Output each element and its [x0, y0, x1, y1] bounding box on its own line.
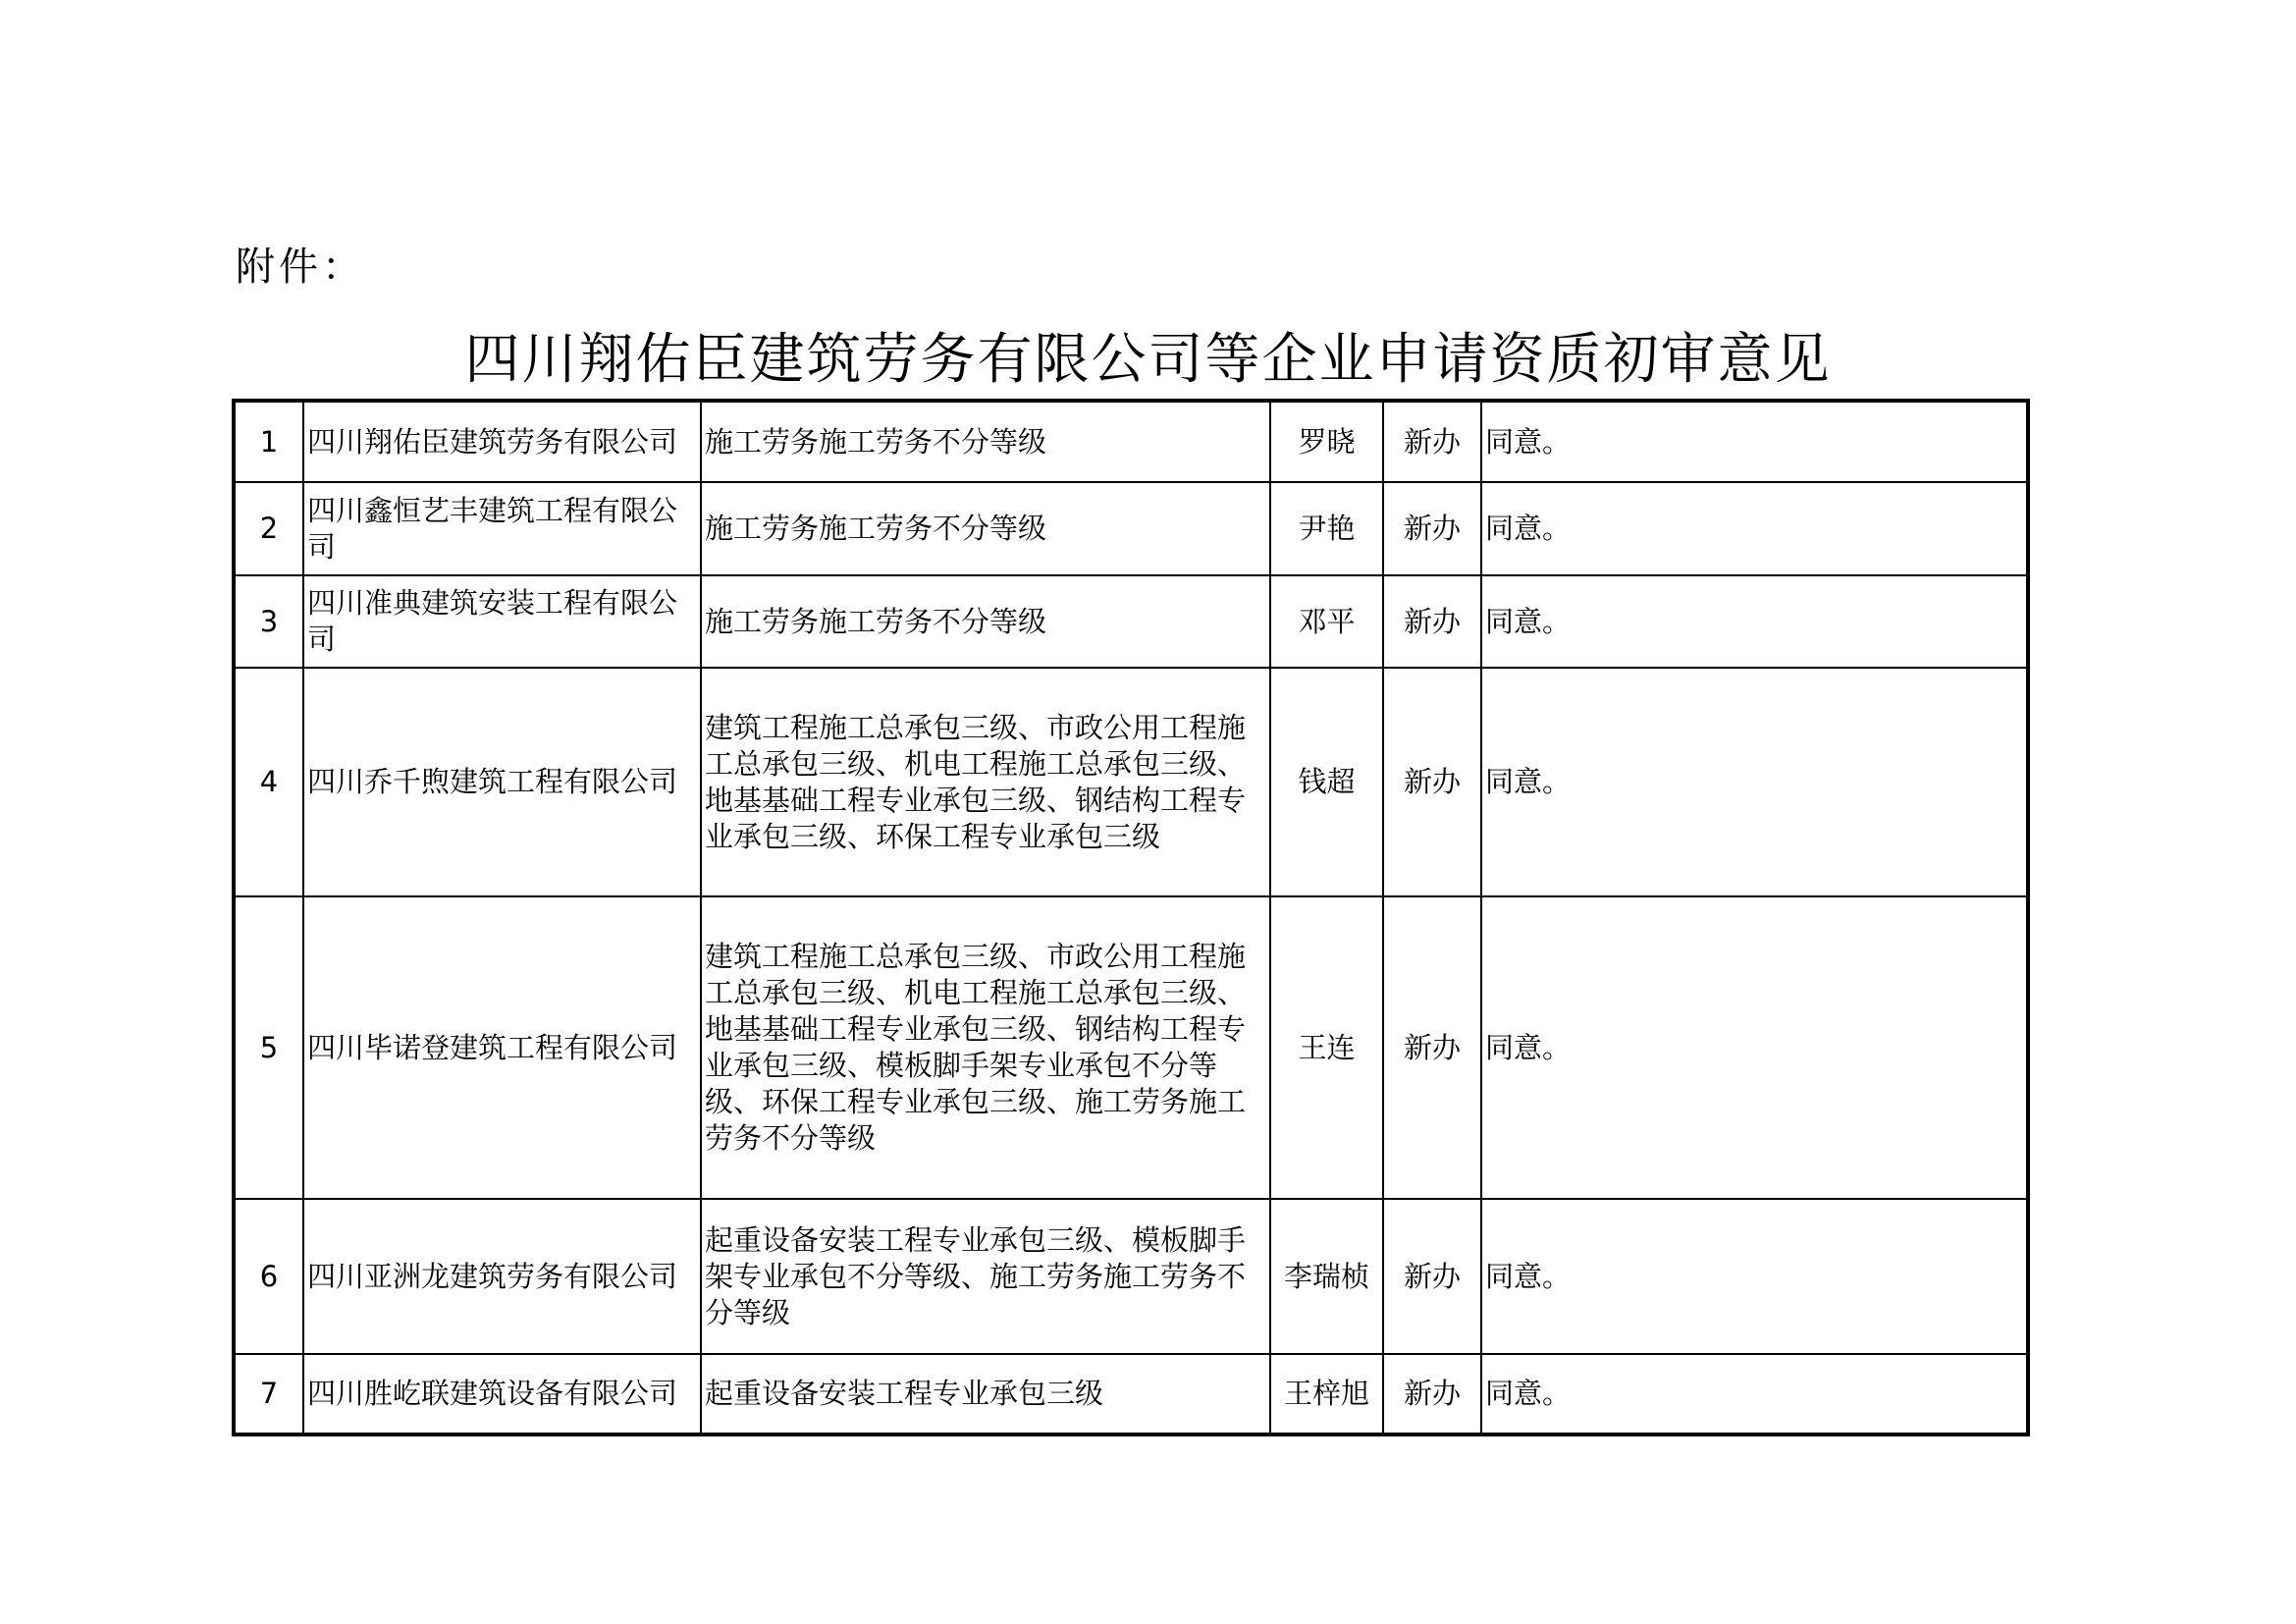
- company-name: 四川乔千煦建筑工程有限公司: [303, 668, 701, 896]
- qualification: 施工劳务施工劳务不分等级: [701, 575, 1270, 668]
- application-type: 新办: [1383, 1199, 1481, 1354]
- contact-person: 王梓旭: [1270, 1354, 1383, 1435]
- row-number: 2: [234, 482, 303, 575]
- review-opinion: 同意。: [1481, 896, 2028, 1199]
- application-type: 新办: [1383, 482, 1481, 575]
- row-number: 5: [234, 896, 303, 1199]
- review-opinion-table: [232, 399, 2030, 1436]
- table-row: [234, 575, 2028, 668]
- company-name: 四川鑫恒艺丰建筑工程有限公司: [303, 482, 701, 575]
- table-row: [234, 668, 2028, 896]
- company-name: 四川胜屹联建筑设备有限公司: [303, 1354, 701, 1435]
- company-name: 四川亚洲龙建筑劳务有限公司: [303, 1199, 701, 1354]
- application-type: 新办: [1383, 668, 1481, 896]
- qualification: 建筑工程施工总承包三级、市政公用工程施工总承包三级、机电工程施工总承包三级、地基基础工程专业承包三级、钢结构工程专业承包三级、环保工程专业承包三级: [701, 668, 1270, 896]
- document-title: 四川翔佑臣建筑劳务有限公司等企业申请资质初审意见: [464, 328, 1832, 392]
- qualification: 起重设备安装工程专业承包三级、模板脚手架专业承包不分等级、施工劳务施工劳务不分等级: [701, 1199, 1270, 1354]
- contact-person: 邓平: [1270, 575, 1383, 668]
- row-number: 6: [234, 1199, 303, 1354]
- contact-person: 钱超: [1270, 668, 1383, 896]
- application-type: 新办: [1383, 1354, 1481, 1435]
- row-number: 1: [234, 401, 303, 482]
- row-number: 4: [234, 668, 303, 896]
- company-name: 四川翔佑臣建筑劳务有限公司: [303, 401, 701, 482]
- company-name: 四川毕诺登建筑工程有限公司: [303, 896, 701, 1199]
- company-name: 四川准典建筑安装工程有限公司: [303, 575, 701, 668]
- table-row: [234, 401, 2028, 482]
- qualification: 建筑工程施工总承包三级、市政公用工程施工总承包三级、机电工程施工总承包三级、地基基础工程专业承包三级、钢结构工程专业承包三级、模板脚手架专业承包不分等级、环保工程专业承包三级、施工劳务施工劳务不分等级: [701, 896, 1270, 1199]
- review-opinion: 同意。: [1481, 1199, 2028, 1354]
- table-row: [234, 1354, 2028, 1435]
- review-opinion: 同意。: [1481, 482, 2028, 575]
- contact-person: 尹艳: [1270, 482, 1383, 575]
- review-opinion: 同意。: [1481, 401, 2028, 482]
- row-number: 7: [234, 1354, 303, 1435]
- table-row: [234, 482, 2028, 575]
- review-opinion: 同意。: [1481, 668, 2028, 896]
- contact-person: 罗晓: [1270, 401, 1383, 482]
- row-number: 3: [234, 575, 303, 668]
- contact-person: 李瑞桢: [1270, 1199, 1383, 1354]
- application-type: 新办: [1383, 896, 1481, 1199]
- application-type: 新办: [1383, 401, 1481, 482]
- review-opinion: 同意。: [1481, 1354, 2028, 1435]
- review-opinion: 同意。: [1481, 575, 2028, 668]
- table-row: [234, 1199, 2028, 1354]
- qualification: 起重设备安装工程专业承包三级: [701, 1354, 1270, 1435]
- qualification: 施工劳务施工劳务不分等级: [701, 482, 1270, 575]
- contact-person: 王连: [1270, 896, 1383, 1199]
- table-row: [234, 896, 2028, 1199]
- attachment-label: 附件：: [236, 244, 365, 290]
- qualification: 施工劳务施工劳务不分等级: [701, 401, 1270, 482]
- application-type: 新办: [1383, 575, 1481, 668]
